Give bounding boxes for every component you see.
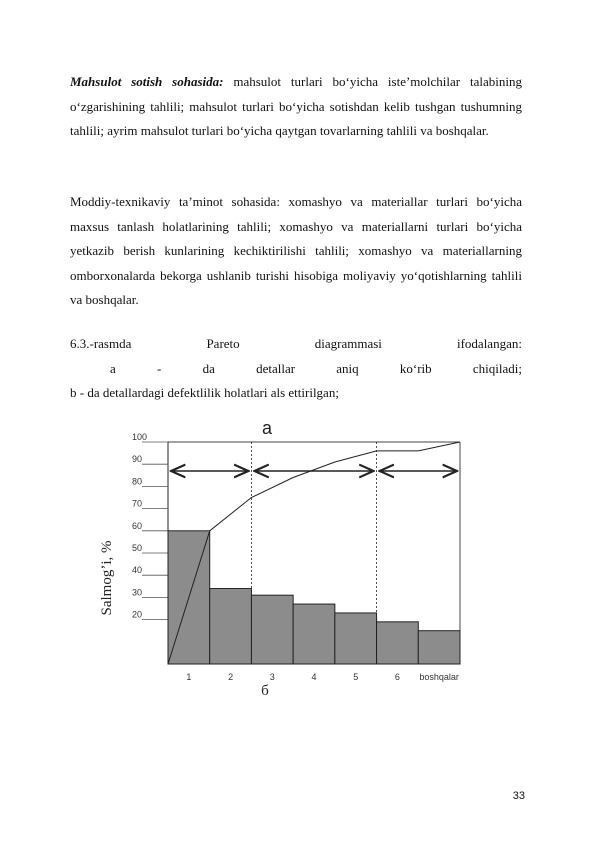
x-tick-label: 4 bbox=[311, 672, 317, 682]
pareto-chart bbox=[95, 410, 475, 700]
caption-line-3: b - da detallardagi defektlilik holatlari als ettirilgan; bbox=[70, 385, 339, 400]
y-axis-label: Salmog’i, % bbox=[99, 540, 115, 616]
bar-boshqalar bbox=[418, 631, 460, 664]
y-tick-label: 70 bbox=[132, 498, 143, 509]
y-tick-label: 20 bbox=[132, 609, 143, 620]
caption-line-2-word: chiqiladi; bbox=[472, 360, 522, 376]
y-tick-label: 80 bbox=[132, 476, 143, 487]
y-tick-label: 40 bbox=[132, 565, 143, 576]
x-tick-label: 2 bbox=[228, 672, 234, 682]
caption-line-2-word: a bbox=[110, 360, 116, 376]
paragraph-sales-lead: Mahsulot sotish sohasida: bbox=[70, 74, 224, 89]
x-tick-label: 6 bbox=[394, 672, 400, 682]
page-number: 33 bbox=[512, 790, 525, 802]
bar-6 bbox=[377, 622, 419, 664]
caption-line-1-word: 6.3.-rasmda bbox=[70, 336, 132, 351]
y-tick-label: 30 bbox=[132, 587, 143, 598]
y-tick-label: 60 bbox=[132, 520, 143, 531]
caption-line-1-word: Pareto bbox=[206, 336, 240, 351]
caption-line-2 bbox=[70, 357, 522, 382]
bar-5 bbox=[335, 613, 377, 664]
bar-3 bbox=[251, 595, 293, 664]
bar-2 bbox=[210, 589, 252, 664]
bar-4 bbox=[293, 604, 335, 664]
caption-line-2-word: ko‘rib bbox=[399, 360, 432, 376]
paragraph-sales bbox=[70, 70, 522, 144]
figure-caption bbox=[70, 332, 522, 406]
paragraph-supply: Moddiy-texnikaviy ta’minot sohasida: xomashyo va materiallar turlari bo‘yicha maxsus tanlash holatlarining tahlili; xomashyo va materiallarni turlari bo‘yicha yetkazib berish kunlarining kechiktirilishi tahlili; xomashyo va materiallarning omborxonalarda bekorga ushlanib turishi hisobiga moliyaviy yo‘qotishlarning tahlili va boshqalar. bbox=[70, 194, 522, 307]
y-tick-label: 50 bbox=[132, 543, 143, 553]
caption-line-2-word: aniq bbox=[336, 360, 359, 376]
x-tick-label: 5 bbox=[353, 672, 359, 682]
caption-line-1-word: ifodalangan: bbox=[456, 336, 522, 351]
caption-line-1-word: diagrammasi bbox=[314, 336, 382, 351]
caption-line-2-word: - bbox=[157, 360, 162, 376]
caption-line-1 bbox=[70, 332, 522, 357]
x-tick-label: 3 bbox=[269, 672, 275, 682]
y-tick-label: 90 bbox=[132, 454, 143, 465]
chart-title: a bbox=[262, 418, 273, 438]
x-axis-label: б bbox=[261, 683, 269, 699]
caption-line-2-word: da bbox=[202, 360, 215, 376]
caption-line-2-word: detallar bbox=[256, 360, 296, 376]
x-tick-label: boshqalar bbox=[419, 672, 459, 682]
y-tick-label: 100 bbox=[132, 432, 148, 442]
paragraph-sales-text: mahsulot turlari bo‘yicha iste’molchilar talabining o‘zgarishining tahlili; mahsulot turlari bo‘yicha sotishdan kelib tushgan tushumning tahlili; ayrim mahsulot turlari bo‘yicha qaytgan tovarlarning tahlili va boshqalar. bbox=[70, 74, 522, 138]
x-tick-label: 1 bbox=[186, 672, 192, 682]
